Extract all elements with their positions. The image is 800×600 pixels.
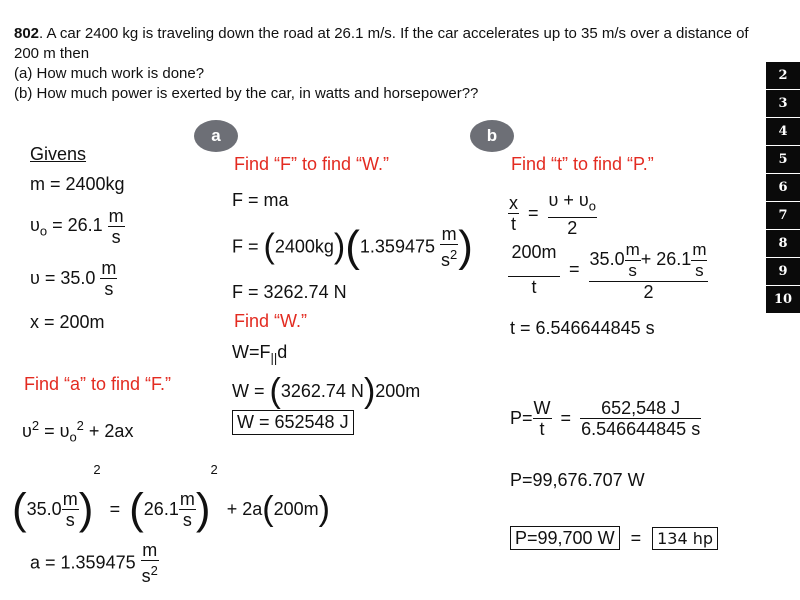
nav-page-10[interactable]: 10 [766, 286, 800, 313]
find-w-heading: Find “W.” [234, 311, 308, 331]
nav-page-8[interactable]: 8 [766, 230, 800, 257]
given-final-velocity: υ = 35.0 $\frac{m}{s}$ [30, 258, 117, 299]
work-formula: $W=F_{||}d$ [232, 342, 288, 366]
find-t-heading: Find “t” to find “P.” [511, 154, 654, 174]
acceleration-result: a = 1.359475 $\frac{m}{s^2}$ [30, 540, 158, 586]
givens-heading: Givens [30, 144, 87, 164]
part-b-badge: b [470, 120, 514, 152]
average-velocity-equation: $\frac{x}{t}$ = $\frac{\upsilon + \upsilon_o}{2}$ [509, 190, 596, 238]
power-equation: P= $\frac{W}{t}$ = $\frac{652,548 J}{6.546644845 s}$ [510, 398, 701, 439]
work-result: W = 652548 J [232, 410, 354, 435]
power-result: P=99,676.707 W [510, 470, 645, 490]
given-initial-velocity: $\upsilon_o = 26.1$ $\frac{m}{s}$ [30, 206, 124, 247]
force-substitution: F = (2400kg)(1.359475 $\frac{m}{s^2}$ ) [232, 222, 473, 271]
kinematics-equation: $\upsilon^2 = \upsilon_o^2 + 2ax$ [22, 418, 134, 445]
time-result: t = 6.546644845 s [510, 318, 655, 338]
power-watts-box: P=99,700 W [510, 526, 620, 550]
nav-page-7[interactable]: 7 [766, 202, 800, 229]
nav-page-2[interactable]: 2 [766, 62, 800, 89]
problem-statement [14, 24, 749, 44]
kinematics-substitution: (35.0 $\frac{m}{s}$ )$^2$ = (26.1 $\frac{m}{s}$ )$^2$ + 2a(200m) [12, 462, 330, 534]
power-final: P=99,700 W = 134 hp [510, 528, 718, 549]
given-distance: x = 200m [30, 312, 105, 332]
find-a-heading: Find “a” to find “F.” [24, 374, 172, 394]
nav-page-5[interactable]: 5 [766, 146, 800, 173]
time-substitution: $\frac{200m}{t}$ = 35.0 $\frac{m}{s}$ + 26.1 $\frac{m}{s}$ 2 [508, 238, 708, 302]
problem-part-b: (b) How much power is exerted by the car, in watts and horsepower?? [14, 85, 479, 102]
problem-part-a: (a) How much work is done? [14, 65, 205, 82]
work-substitution: W = (3262.74 N)200m [232, 372, 421, 410]
nav-page-9[interactable]: 9 [766, 258, 800, 285]
problem-number: 802 [14, 25, 40, 42]
given-mass: m = 2400kg [30, 174, 125, 194]
nav-page-4[interactable]: 4 [766, 118, 800, 145]
nav-page-6[interactable]: 6 [766, 174, 800, 201]
nav-page-3[interactable]: 3 [766, 90, 800, 117]
force-result: F = 3262.74 N [232, 282, 347, 302]
force-formula: F = ma [232, 190, 289, 210]
problem-text-line2: 200 m then [14, 45, 90, 62]
part-a-badge: a [194, 120, 238, 152]
problem-text: . A car 2400 kg is traveling down the road at 26.1 m/s. If the car accelerates up to 35 m/s over a distance of [39, 25, 749, 42]
power-hp-box: 134 hp [652, 527, 718, 550]
find-f-heading: Find “F” to find “W.” [234, 154, 390, 174]
